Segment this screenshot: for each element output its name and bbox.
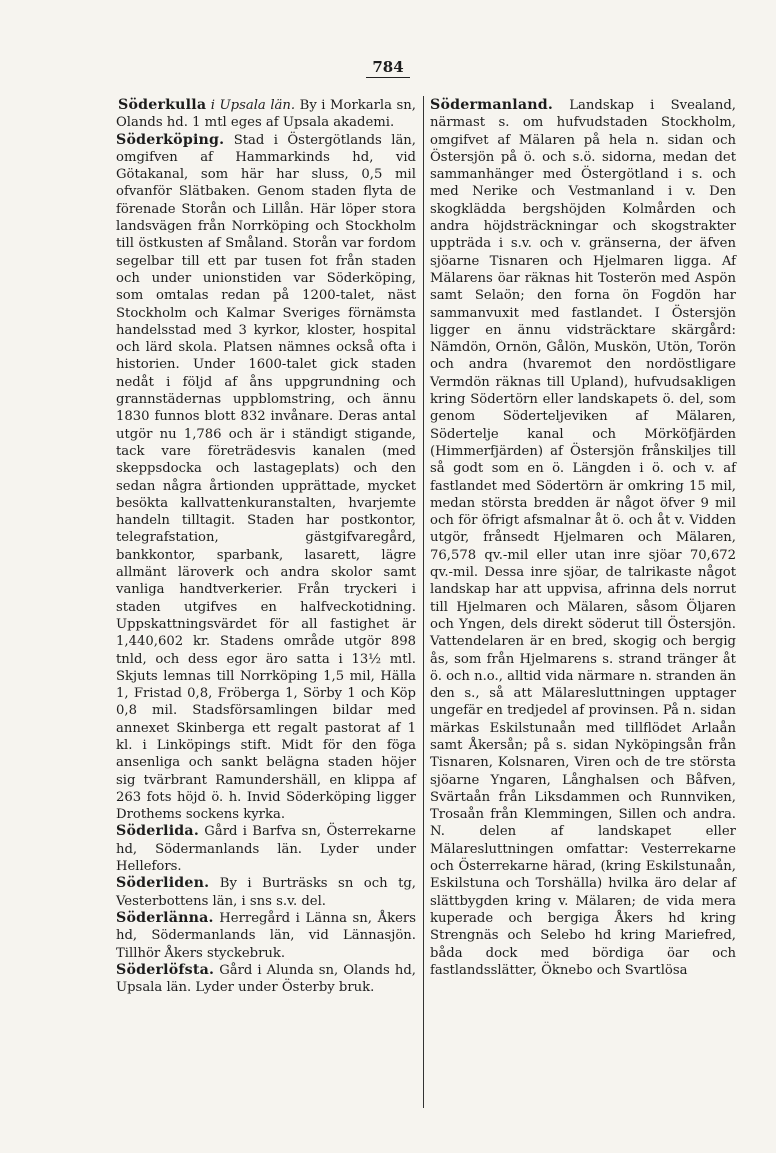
right-column [430, 97, 736, 979]
entry-soderkoping [116, 132, 416, 824]
entry-soderlofsta [116, 962, 416, 997]
headword: Söderliden. [116, 875, 210, 892]
entry-soderkulla [116, 97, 416, 132]
column-divider [423, 96, 424, 1108]
headword: Söderlida. [116, 823, 199, 840]
entry-location: i Upsala län. [210, 98, 296, 113]
entry-text: By i Morkarla sn, Olands hd. 1 mtl eges af Upsala akademi. [116, 98, 416, 131]
entry-text: Landskap i Svealand, närmast s. om hufvudstaden Stockholm, omgifvet af Mälaren på hela n. sidan och Östersjön på ö. och s.ö. sidorna, medan det sammanhänger med Östergötland i s. och med Nerike och Vestmanland i v. Den skogklädda bergshöjden Kolmården och andra höjdsträckningar och skogstrakter uppträda i s.v. och v. gränserna, der äfven sjöarne Tisnaren och Hjelmaren ligga. Af Mälarens öar räknas hit Tosterön med Aspön samt Selaön; den forna ön Fogdön har sammanvuxit med fastlandet. I Östersjön ligger en ännu vidsträcktare skärgård: Nämdön, Ornön, Gålön, Muskön, Utön, Torön och andra (hvaremot den nordöstligare Vermdön räknas till Upland), hufvudsakligen kring Södertörn eller landskapets ö. del, som genom Söderteljeviken af Mälaren, Södertelje kanal och Mörköfjärden (Himmerfjärden) af Östersjön frånskiljes till så godt som en ö. Längden i ö. och v. af fastlandet med Södertörn är omkring 15 mil, medan största bredden är något öfver 9 mil och för öfrigt afsmalnar åt ö. och åt v. Vidden utgör, frånsedt Hjelmaren och Mälaren, 76,578 qv.-mil eller utan inre sjöar 70,672 qv.-mil. Dessa inre sjöar, de talrikaste något landskap har att uppvisa, afrinna dels norrut till Hjelmaren och Mälaren, såsom Öljaren och Yngen, dels direkt söderut till Östersjön. Vattendelaren är en bred, skogig och bergig ås, som från Hjelmarens s. strand tränger åt ö. och n.o., alltid vida närmare n. stranden än den s., så att Mälaresluttningen upptager ungefär en tredjedel af provinsen. På n. sidan märkas Eskilstunaån med tillflödet Arlaån samt Åkersån; på s. sidan Nyköpingsån från Tisnaren, Kolsnaren, Viren och de tre största sjöarne Yngaren, Långhalsen och Båfven, Svärtaån från Liksdammen och Runnviken, Trosaån från Klemmingen, Sillen och andra. N. delen af landskapet eller Mälaresluttningen omfattar: Vesterrekarne och Österrekarne härad, (kring Eskilstunaån, Eskilstuna och Torshälla) hvilka äro delar af slättbygden kring v. Mälaren; de vida mera kuperade och bergiga Åkers hd kring Strengnäs och Selebo hd kring Mariefred, båda dock med bördiga öar och fastlandsslätter, Öknebo och Svartlösa [430, 98, 736, 978]
headword: Söderköping. [116, 131, 225, 148]
entry-text: Gård i Barfva sn, Österrekarne hd, Södermanlands län. Lyder under Hellefors. [116, 824, 416, 875]
entry-soderliden [116, 875, 416, 910]
headword: Söderkulla [118, 97, 207, 113]
page-number [0, 58, 776, 76]
headword: Södermanland. [430, 97, 554, 113]
left-column [116, 97, 416, 996]
entry-text: By i Burträsks sn och tg, Vesterbottens län, i sns s.v. del. [116, 876, 417, 909]
entry-sodermanland [430, 97, 736, 979]
headword: Söderlänna. [116, 909, 214, 926]
entry-text: Gård i Alunda sn, Olands hd, Upsala län. Lyder under Österby bruk. [116, 962, 416, 996]
page-number-text: 784 [366, 58, 409, 78]
entry-soderlida [116, 823, 416, 875]
entry-text: Stad i Östergötlands län, omgifven af Hammarkinds hd, vid Götakanal, som här har sluss, 0,5 mil ofvanför Slätbaken. Genom staden flyta de förenade Storån och Lillån. Här löper stora landsvägen från Norrköping och Stockholm till östkusten af Småland. Storån var fordom segelbar till ett par tusen fot från staden och under unionstiden var Söderköping, som omtalas redan på 1200-talet, näst Stockholm och Kalmar Sveriges förnämsta handelsstad med 3 kyrkor, kloster, hospital och lärd skola. Platsen nämnes också ofta i historien. Under 1600-talet gick staden nedåt i följd af åns uppgrundning och grannstädernas uppblomstring, och ännu 1830 funnos blott 832 invånare. Deras antal utgör nu 1,786 och är i ständigt stigande, tack vare företrädesvis kanalen (med skeppsdocka och lastageplats) och den sedan några årtionden upprättade, mycket besökta kallvattenkuranstalten, hvarjemte handeln tilltagit. Staden har postkontor, telegrafstation, gästgifvaregård, bankkontor, sparbank, lasarett, lägre allmänt läroverk och andra skolor samt vanliga handtverkerier. Från tryckeri i staden utgifves en halfveckotidning. Uppskattningsvärdet för all fastighet är 1,440,602 kr. Stadens område utgör 898 tnld, och dess egor äro satta i 13½ mtl. Skjuts lemnas till Norrköping 1,5 mil, Hälla 1, Fristad 0,8, Fröberga 1, Sörby 1 och Köp 0,8 mil. Stadsförsamlingen bildar med annexet Skinberga ett regalt pastorat af 1 kl. i Linköpings stift. Midt för den föga ansenliga och sankt belägna staden höjer sig tvärbrant Ramundershäll, en klippa af 263 fots höjd ö. h. Invid Söderköping ligger Drothems sockens kyrka. [116, 132, 416, 823]
headword: Söderlöfsta. [116, 961, 215, 978]
entry-soderlanna [116, 910, 416, 962]
entry-text: Herregård i Länna sn, Åkers hd, Södermanlands län, vid Lännasjön. Tillhör Åkers styckebruk. [116, 910, 416, 961]
